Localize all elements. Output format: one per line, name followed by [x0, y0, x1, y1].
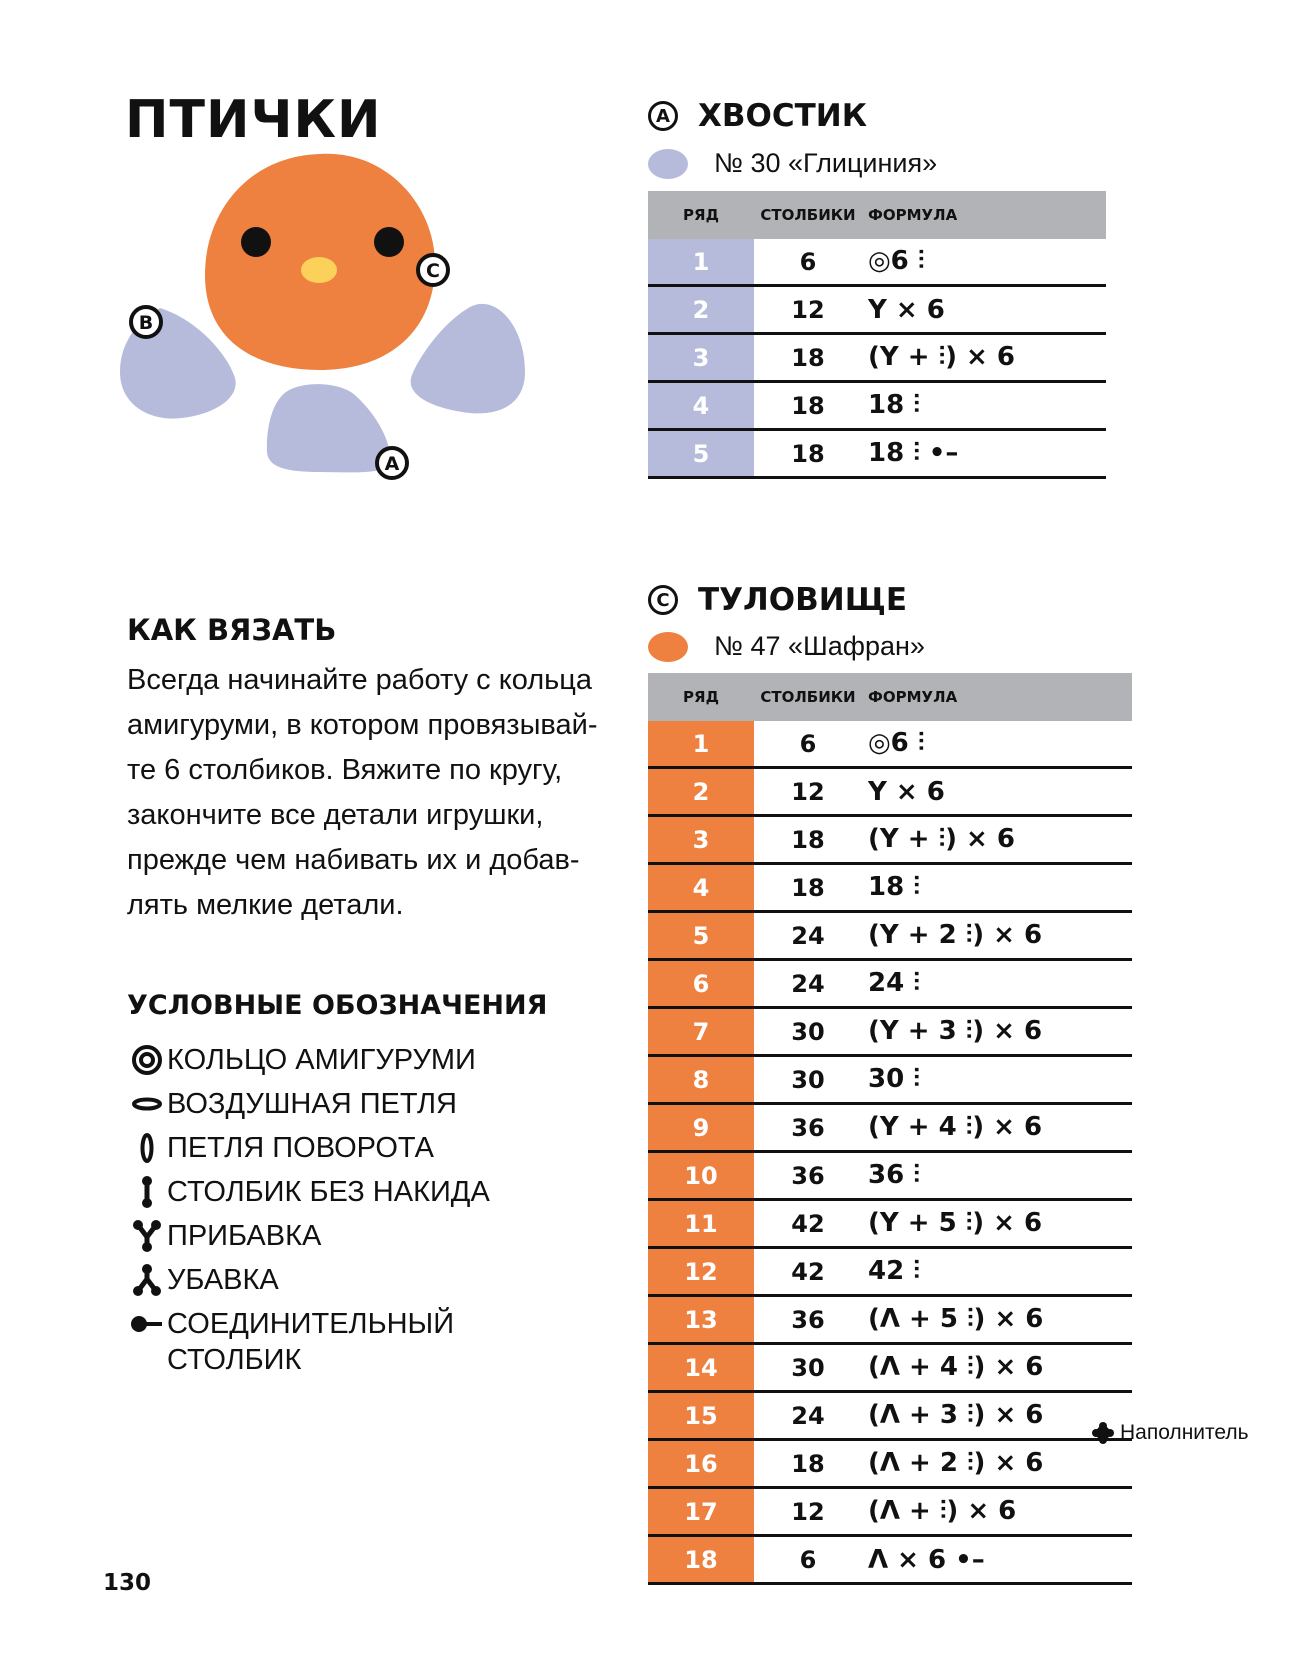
formula: 18 ⫶ •– [862, 430, 1106, 478]
ring-icon [127, 1042, 167, 1078]
table-row [648, 1200, 1132, 1248]
how-to-heading: КАК ВЯЗАТЬ [127, 613, 337, 647]
table-row [648, 960, 1132, 1008]
label-c-badge [418, 255, 448, 285]
how-to-line: закончите все детали игрушки, [127, 799, 544, 831]
row-number: 2 [648, 286, 754, 334]
table-row [648, 816, 1132, 864]
formula: 30 ⫶ [862, 1056, 1132, 1104]
beak-icon [301, 257, 337, 283]
row-number: 14 [648, 1344, 754, 1392]
tail-shape [267, 384, 390, 472]
row-number: 1 [648, 239, 754, 286]
row-number: 5 [648, 430, 754, 478]
chain-icon [127, 1086, 167, 1122]
how-to-line: амигуруми, в котором провязывай- [127, 709, 598, 741]
section-title: ХВОСТИК [698, 98, 868, 134]
formula: (Λ + 2 ⫶) × 6 [862, 1440, 1132, 1488]
how-to-line: те 6 столбиков. Вяжите по кругу, [127, 754, 563, 786]
legend-item [127, 1262, 587, 1306]
row-number: 6 [648, 960, 754, 1008]
formula: (Y + 4 ⫶) × 6 [862, 1104, 1132, 1152]
row-number: 13 [648, 1296, 754, 1344]
how-to-text [127, 658, 647, 928]
formula: (Λ + 3 ⫶) × 6 [862, 1392, 1132, 1440]
tail-pattern-table [648, 191, 1106, 479]
stitch-count: 30 [754, 1344, 862, 1392]
stitch-count: 24 [754, 1392, 862, 1440]
formula: (Λ + 5 ⫶) × 6 [862, 1296, 1132, 1344]
header-row-label: РЯД [648, 191, 754, 239]
legend-label: ПРИБАВКА [167, 1220, 322, 1252]
table-row [648, 1296, 1132, 1344]
stitch-count: 6 [754, 721, 862, 768]
legend-label-line: СОЕДИНИТЕЛЬНЫЙ [167, 1308, 455, 1340]
stitch-count: 36 [754, 1104, 862, 1152]
left-eye-icon [241, 227, 271, 257]
how-to-line: прежде чем набивать их и добав- [127, 844, 580, 876]
increase-icon [127, 1218, 167, 1254]
table-row [648, 1344, 1132, 1392]
row-number: 7 [648, 1008, 754, 1056]
body-yarn [648, 631, 925, 662]
legend-label [167, 1306, 454, 1378]
legend-heading: УСЛОВНЫЕ ОБОЗНАЧЕНИЯ [127, 990, 548, 1021]
stitch-count: 24 [754, 912, 862, 960]
formula: ◎6 ⫶ [862, 721, 1132, 768]
stitch-count: 42 [754, 1248, 862, 1296]
stitch-count: 18 [754, 334, 862, 382]
stitch-count: 6 [754, 1536, 862, 1584]
row-number: 16 [648, 1440, 754, 1488]
row-number: 12 [648, 1248, 754, 1296]
header-row-label: РЯД [648, 673, 754, 721]
filler-label: Наполнитель [1120, 1421, 1249, 1444]
tail-section-header [648, 98, 867, 134]
table-row [648, 768, 1132, 816]
table-row [648, 334, 1106, 382]
row-number: 5 [648, 912, 754, 960]
yarn-label: № 47 «Шафран» [714, 631, 925, 661]
formula: 18 ⫶ [862, 864, 1132, 912]
bird-parts-diagram [120, 150, 580, 510]
page-title: ПТИЧКИ [125, 90, 382, 150]
section-badge: A [648, 101, 678, 131]
table-row [648, 1392, 1132, 1440]
table-row [648, 912, 1132, 960]
table-row [648, 1056, 1132, 1104]
stuffing-icon [1092, 1422, 1114, 1444]
tail-yarn [648, 148, 937, 179]
row-number: 2 [648, 768, 754, 816]
section-title: ТУЛОВИЩЕ [698, 582, 907, 618]
row-number: 3 [648, 816, 754, 864]
table-row [648, 1104, 1132, 1152]
wing-right-shape [411, 304, 525, 414]
row-number: 3 [648, 334, 754, 382]
formula: (Y + ⫶) × 6 [862, 334, 1106, 382]
stitch-count: 6 [754, 239, 862, 286]
formula: (Λ + 4 ⫶) × 6 [862, 1344, 1132, 1392]
section-badge: C [648, 585, 678, 615]
header-stitches: СТОЛБИКИ [754, 191, 862, 239]
table-row [648, 1536, 1132, 1584]
decrease-icon [127, 1262, 167, 1298]
formula: (Λ + ⫶) × 6 [862, 1488, 1132, 1536]
row-number: 18 [648, 1536, 754, 1584]
table-row [648, 1008, 1132, 1056]
row-number: 10 [648, 1152, 754, 1200]
page-number: 130 [103, 1570, 152, 1596]
legend-item [127, 1130, 587, 1174]
legend-label: УБАВКА [167, 1264, 279, 1296]
how-to-line: лять мелкие детали. [127, 889, 404, 921]
right-eye-icon [374, 227, 404, 257]
filler-note [1092, 1421, 1249, 1445]
stitch-count: 42 [754, 1200, 862, 1248]
stitch-count: 24 [754, 960, 862, 1008]
stitch-count: 36 [754, 1152, 862, 1200]
stitch-count: 36 [754, 1296, 862, 1344]
formula: Y × 6 [862, 768, 1132, 816]
legend-label: СТОЛБИК БЕЗ НАКИДА [167, 1176, 490, 1208]
table-row [648, 239, 1106, 286]
formula: 42 ⫶ [862, 1248, 1132, 1296]
table-header-row [648, 191, 1106, 239]
stitch-count: 18 [754, 430, 862, 478]
label-b: B [138, 312, 154, 334]
stitch-count: 12 [754, 1488, 862, 1536]
body-pattern-table [648, 673, 1132, 1585]
table-row [648, 430, 1106, 478]
header-formula: ФОРМУЛА [862, 673, 1132, 721]
table-row [648, 1440, 1132, 1488]
row-number: 17 [648, 1488, 754, 1536]
table-row [648, 721, 1132, 768]
formula: 36 ⫶ [862, 1152, 1132, 1200]
legend-label-line: СТОЛБИК [167, 1344, 302, 1376]
header-stitches: СТОЛБИКИ [754, 673, 862, 721]
formula: Λ × 6 •– [862, 1536, 1132, 1584]
legend-item [127, 1086, 587, 1130]
row-number: 4 [648, 864, 754, 912]
yarn-swatch [648, 632, 688, 662]
legend-item [127, 1218, 587, 1262]
row-number: 9 [648, 1104, 754, 1152]
label-a: A [384, 453, 400, 475]
formula: Y × 6 [862, 286, 1106, 334]
yarn-label: № 30 «Глициния» [714, 148, 938, 178]
formula: (Y + 2 ⫶) × 6 [862, 912, 1132, 960]
row-number: 8 [648, 1056, 754, 1104]
legend-item [127, 1042, 587, 1086]
legend-item [127, 1306, 587, 1378]
stitch-count: 12 [754, 768, 862, 816]
label-b-badge [131, 307, 161, 337]
how-to-line: Всегда начинайте работу с кольца [127, 664, 593, 696]
legend-item [127, 1174, 587, 1218]
stitch-count: 30 [754, 1056, 862, 1104]
stitch-count: 18 [754, 382, 862, 430]
stitch-count: 18 [754, 864, 862, 912]
row-number: 4 [648, 382, 754, 430]
row-number: 11 [648, 1200, 754, 1248]
stitch-count: 18 [754, 1440, 862, 1488]
stitch-count: 30 [754, 1008, 862, 1056]
stitch-count: 18 [754, 816, 862, 864]
table-row [648, 864, 1132, 912]
legend-label: ПЕТЛЯ ПОВОРОТА [167, 1132, 434, 1164]
formula: (Y + ⫶) × 6 [862, 816, 1132, 864]
row-number: 1 [648, 721, 754, 768]
table-row [648, 1488, 1132, 1536]
formula: ◎6 ⫶ [862, 239, 1106, 286]
header-formula: ФОРМУЛА [862, 191, 1106, 239]
body-section-header [648, 582, 907, 618]
legend-label: ВОЗДУШНАЯ ПЕТЛЯ [167, 1088, 457, 1120]
legend-label: КОЛЬЦО АМИГУРУМИ [167, 1044, 476, 1076]
row-number: 15 [648, 1392, 754, 1440]
formula: (Y + 3 ⫶) × 6 [862, 1008, 1132, 1056]
label-c: C [426, 260, 440, 282]
yarn-swatch [648, 149, 688, 179]
slip-stitch-icon [127, 1306, 167, 1342]
table-row [648, 286, 1106, 334]
stitch-count: 12 [754, 286, 862, 334]
table-row [648, 1248, 1132, 1296]
turning-chain-icon [127, 1130, 167, 1166]
table-row [648, 1152, 1132, 1200]
formula: 24 ⫶ [862, 960, 1132, 1008]
table-header-row [648, 673, 1132, 721]
label-a-badge [377, 448, 407, 478]
formula: 18 ⫶ [862, 382, 1106, 430]
legend-list [127, 1042, 587, 1378]
table-row [648, 382, 1106, 430]
formula: (Y + 5 ⫶) × 6 [862, 1200, 1132, 1248]
single-crochet-icon [127, 1174, 167, 1210]
